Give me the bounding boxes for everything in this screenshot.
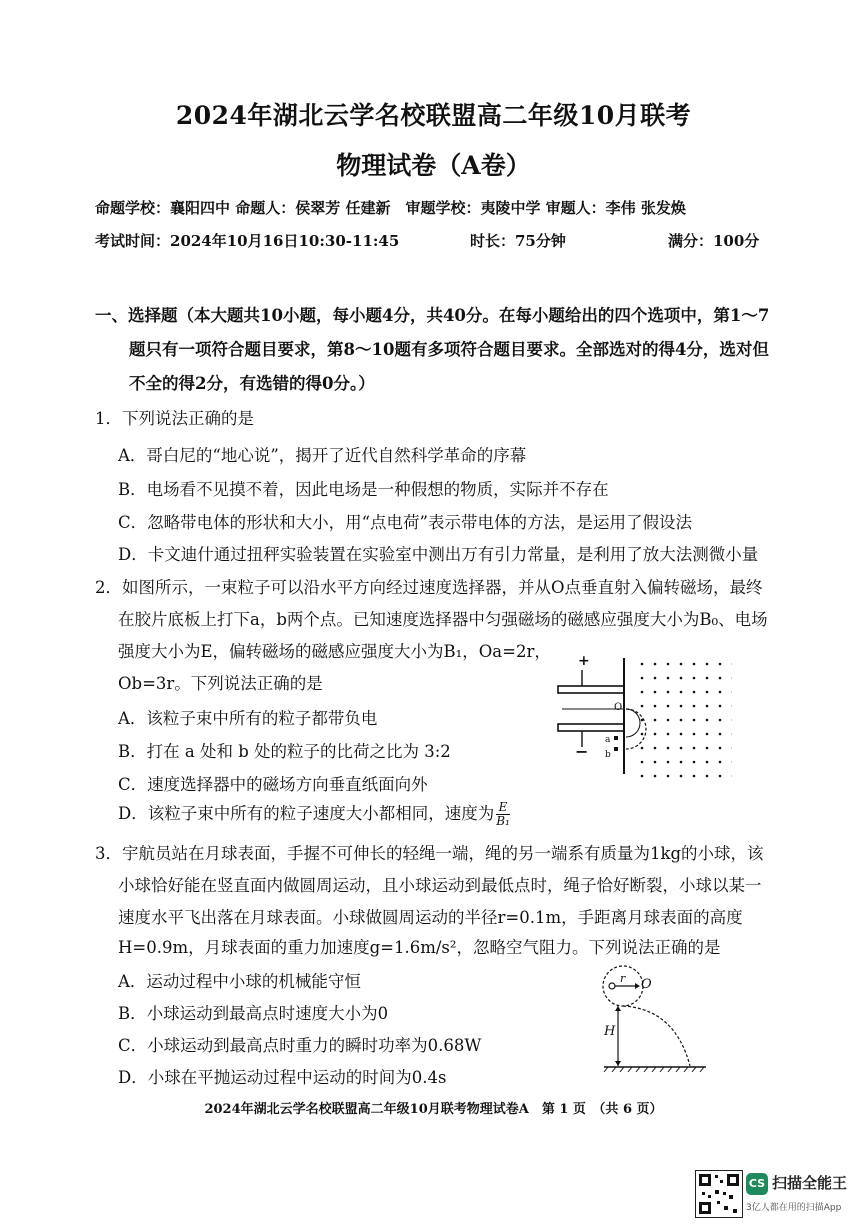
field-dot bbox=[641, 719, 644, 722]
field-dot bbox=[693, 719, 696, 722]
exam-time: 考试时间：2024年10月16日10:30-11:45 bbox=[95, 232, 400, 250]
q1-option-d: D．卡文迪什通过扭秤实验装置在实验室中测出万有引力常量，是利用了放大法测微小量 bbox=[118, 545, 759, 564]
field-dot bbox=[693, 663, 696, 666]
section1-line3: 不全的得2分，有选错的得0分。） bbox=[129, 374, 375, 393]
velocity-fraction bbox=[496, 801, 510, 828]
field-dot bbox=[719, 719, 722, 722]
field-dot bbox=[719, 691, 722, 694]
field-dot bbox=[706, 733, 709, 736]
field-dot bbox=[706, 747, 709, 750]
plus-sign: + bbox=[578, 653, 590, 669]
field-dot bbox=[641, 775, 644, 778]
field-dot bbox=[680, 663, 683, 666]
field-dot bbox=[641, 761, 644, 764]
q3-option-d: D．小球在平抛运动过程中运动的时间为0.4s bbox=[118, 1068, 447, 1087]
q2-option-d bbox=[118, 800, 510, 828]
velocity-selector-figure bbox=[552, 652, 732, 782]
field-dot bbox=[719, 747, 722, 750]
q3-option-c: C．小球运动到最高点时重力的瞬时功率为0.68W bbox=[118, 1036, 482, 1055]
field-dot bbox=[693, 775, 696, 778]
exam-duration: 时长：75分钟 bbox=[470, 232, 566, 250]
q2-option-a: A．该粒子束中所有的粒子都带负电 bbox=[118, 709, 378, 728]
q3-line2: 小球恰好能在竖直面内做圆周运动，且小球运动到最低点时，绳子恰好断裂，小球以某一 bbox=[118, 876, 762, 895]
q2-line3: 强度大小为E，偏转磁场的磁感应强度大小为B₁，Oa=2r， bbox=[118, 642, 551, 661]
field-dot bbox=[654, 761, 657, 764]
q3-line4: H=0.9m，月球表面的重力加速度g=1.6m/s²，忽略空气阻力。下列说法正确的是 bbox=[118, 938, 721, 957]
qr-code-icon bbox=[695, 1170, 743, 1218]
field-dot bbox=[693, 747, 696, 750]
field-dot bbox=[641, 663, 644, 666]
field-dot bbox=[667, 677, 670, 680]
field-dot bbox=[719, 761, 722, 764]
q1-option-b: B．电场看不见摸不着，因此电场是一种假想的物质，实际并不存在 bbox=[118, 480, 609, 499]
field-dot bbox=[693, 677, 696, 680]
field-dot bbox=[667, 747, 670, 750]
field-dot bbox=[706, 775, 709, 778]
field-dot bbox=[706, 691, 709, 694]
q2-line4: Ob=3r。下列说法正确的是 bbox=[118, 674, 323, 693]
field-dot bbox=[680, 691, 683, 694]
point-b-label: b bbox=[605, 750, 611, 760]
scanner-app-icon: CS bbox=[746, 1173, 768, 1195]
field-dot bbox=[654, 663, 657, 666]
field-dot bbox=[680, 747, 683, 750]
field-dot bbox=[641, 677, 644, 680]
field-dot bbox=[706, 719, 709, 722]
field-dot bbox=[641, 747, 644, 750]
height-label: H bbox=[604, 1024, 616, 1039]
point-o-label: O bbox=[614, 702, 623, 713]
field-dot bbox=[667, 691, 670, 694]
field-dot bbox=[719, 775, 722, 778]
field-dot bbox=[719, 663, 722, 666]
field-dot bbox=[706, 705, 709, 708]
field-dot bbox=[680, 775, 683, 778]
field-dot bbox=[667, 719, 670, 722]
exam-subtitle: 物理试卷（A卷） bbox=[336, 151, 531, 180]
q2-option-b: B．打在 a 处和 b 处的粒子的比荷之比为 3:2 bbox=[118, 742, 451, 761]
field-dot bbox=[667, 775, 670, 778]
exam-title: 2024年湖北云学名校联盟高二年级10月联考 bbox=[175, 101, 692, 130]
q1-option-c: C．忽略带电体的形状和大小，用“点电荷”表示带电体的方法，是运用了假设法 bbox=[118, 513, 692, 532]
q3-line3: 速度水平飞出落在月球表面。小球做圆周运动的半径r=0.1m，手距离月球表面的高度 bbox=[118, 908, 743, 927]
fraction-numerator: E bbox=[496, 801, 510, 815]
field-dot bbox=[654, 719, 657, 722]
authors-line: 命题学校：襄阳四中 命题人：侯翠芳 任建新 审题学校：夷陵中学 审题人：李伟 张发焕 bbox=[95, 199, 686, 217]
q1-option-a: A．哥白尼的“地心说”，揭开了近代自然科学革命的序幕 bbox=[118, 446, 527, 465]
field-dot bbox=[667, 705, 670, 708]
field-dot bbox=[654, 733, 657, 736]
section1-line2: 题只有一项符合题目要求，第8～10题有多项符合题目要求。全部选对的得4分，选对但 bbox=[129, 340, 769, 359]
field-dot bbox=[654, 677, 657, 680]
q2-option-c: C．速度选择器中的磁场方向垂直纸面向外 bbox=[118, 775, 428, 794]
minus-sign: − bbox=[575, 742, 589, 761]
field-dot bbox=[693, 691, 696, 694]
q1-stem: 1．下列说法正确的是 bbox=[95, 409, 254, 428]
field-dot bbox=[719, 705, 722, 708]
q2-line2: 在胶片底板上打下a，b两个点。已知速度选择器中匀强磁场的磁感应强度大小为B₀、电场 bbox=[118, 610, 768, 629]
field-dot bbox=[693, 733, 696, 736]
fraction-denominator: B₁ bbox=[496, 814, 510, 828]
q3-line1: 3．宇航员站在月球表面，手握不可伸长的轻绳一端，绳的另一端系有质量为1kg的小球，该 bbox=[95, 844, 764, 863]
field-dot bbox=[706, 761, 709, 764]
page-footer: 2024年湖北云学名校联盟高二年级10月联考物理试卷A 第 1 页 （共 6 页） bbox=[204, 1102, 663, 1117]
field-dot bbox=[654, 705, 657, 708]
center-o-label: O bbox=[641, 977, 652, 992]
scanner-app-name: 扫描全能王 bbox=[772, 1174, 848, 1192]
field-dot bbox=[654, 747, 657, 750]
q2-option-d-text: D．该粒子束中所有的粒子速度大小都相同，速度为 bbox=[118, 804, 495, 823]
field-dot bbox=[667, 761, 670, 764]
field-dot bbox=[641, 705, 644, 708]
q2-line1: 2．如图所示，一束粒子可以沿水平方向经过速度选择器，并从O点垂直射入偏转磁场，最终 bbox=[95, 578, 763, 597]
field-dot bbox=[706, 677, 709, 680]
section1-line1: 一、选择题（本大题共10小题，每小题4分，共40分。在每小题给出的四个选项中，第1～7 bbox=[95, 306, 770, 325]
exam-full-score: 满分：100分 bbox=[668, 232, 760, 250]
field-dot bbox=[667, 733, 670, 736]
field-dot bbox=[680, 733, 683, 736]
scanner-app-tagline: 3亿人都在用的扫描App bbox=[746, 1203, 842, 1213]
q3-option-b: B．小球运动到最高点时速度大小为0 bbox=[118, 1004, 389, 1023]
q3-option-a: A．运动过程中小球的机械能守恒 bbox=[118, 972, 361, 991]
field-dot bbox=[667, 663, 670, 666]
radius-label: r bbox=[620, 972, 626, 985]
field-dot bbox=[693, 761, 696, 764]
field-dot bbox=[641, 691, 644, 694]
field-dot bbox=[693, 705, 696, 708]
field-dot bbox=[680, 677, 683, 680]
field-dot bbox=[654, 691, 657, 694]
point-a-label: a bbox=[605, 735, 611, 745]
field-dot bbox=[641, 733, 644, 736]
field-dot bbox=[680, 761, 683, 764]
field-dot bbox=[706, 663, 709, 666]
field-dot bbox=[719, 733, 722, 736]
field-dot bbox=[680, 719, 683, 722]
field-dot bbox=[719, 677, 722, 680]
field-dot bbox=[680, 705, 683, 708]
field-dot bbox=[654, 775, 657, 778]
